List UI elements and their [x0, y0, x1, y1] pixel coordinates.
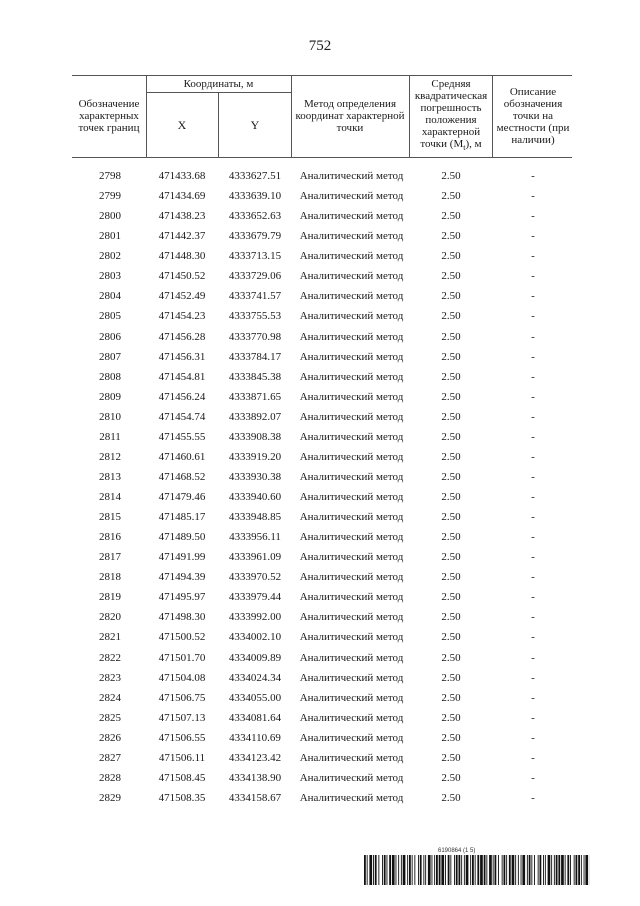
- description: -: [531, 430, 535, 443]
- method: Аналитический метод: [299, 470, 404, 483]
- error-value: 2.50: [441, 491, 461, 503]
- error-value: 2.50: [441, 511, 461, 524]
- table-row: [0, 228, 640, 248]
- error-value: 2.50: [441, 190, 461, 203]
- point-number: 2802: [99, 250, 121, 263]
- error-value: 2.50: [441, 651, 461, 664]
- point-number: 2811: [99, 430, 121, 443]
- coordinate-x: 471495.97: [158, 591, 206, 604]
- table-row: [0, 529, 640, 549]
- method: Аналитический метод: [299, 611, 404, 624]
- point-number: 2817: [99, 551, 121, 564]
- coordinate-y: 4334024.34: [228, 671, 282, 684]
- point-number: 2807: [99, 350, 121, 363]
- coordinate-y: 4333729.06: [228, 270, 282, 283]
- description: -: [531, 170, 535, 182]
- coordinate-y: 4333930.38: [228, 470, 282, 483]
- method: Аналитический метод: [299, 711, 404, 724]
- method: Аналитический метод: [299, 390, 404, 403]
- description: -: [531, 611, 535, 624]
- method: Аналитический метод: [299, 250, 404, 263]
- coordinate-x: 471442.37: [158, 230, 206, 243]
- coordinate-y: 4333961.09: [228, 551, 282, 564]
- description: -: [531, 511, 535, 524]
- point-number: 2809: [99, 390, 121, 403]
- coordinate-y: 4334081.64: [228, 711, 282, 724]
- header-description: Описание обозначения точки на местности (при наличии): [496, 86, 570, 146]
- point-number: 2823: [99, 671, 121, 684]
- point-number: 2824: [99, 691, 121, 704]
- header-top-border: [72, 75, 572, 76]
- description: -: [531, 671, 535, 684]
- table-row: [0, 429, 640, 449]
- description: -: [531, 230, 535, 243]
- coordinate-y: 4333639.10: [228, 190, 282, 203]
- description: -: [531, 270, 535, 283]
- table-row: [0, 629, 640, 649]
- description: -: [531, 210, 535, 223]
- table-row: [0, 549, 640, 569]
- header-bottom-border: [72, 157, 572, 158]
- coordinate-x: 471452.49: [158, 290, 206, 303]
- error-value: 2.50: [441, 330, 461, 343]
- error-value: 2.50: [441, 390, 461, 403]
- header-error-text: Средняя квадратическая погрешность положения характерной точки (M: [414, 78, 488, 150]
- description: -: [531, 310, 535, 323]
- coordinate-y: 4333908.38: [228, 430, 282, 443]
- header-error-unit: ), м: [465, 138, 482, 150]
- error-value: 2.50: [441, 671, 461, 684]
- header-coords-group: Координаты, м: [183, 78, 254, 90]
- coordinate-x: 471506.55: [158, 731, 206, 744]
- method: Аналитический метод: [299, 430, 404, 443]
- error-value: 2.50: [441, 410, 461, 423]
- error-value: 2.50: [441, 591, 461, 604]
- point-number: 2806: [99, 330, 121, 343]
- point-number: 2808: [99, 370, 121, 383]
- coordinate-x: 471498.30: [158, 611, 206, 624]
- description: -: [531, 531, 535, 544]
- description: -: [531, 771, 535, 784]
- method: Аналитический метод: [299, 270, 404, 283]
- point-number: 2805: [99, 310, 121, 323]
- description: -: [531, 731, 535, 744]
- error-value: 2.50: [441, 771, 461, 784]
- coordinate-x: 471460.61: [158, 450, 206, 463]
- coordinate-x: 471479.46: [158, 491, 206, 503]
- method: Аналитический метод: [299, 230, 404, 243]
- point-number: 2816: [99, 531, 121, 544]
- coordinate-x: 471434.69: [158, 190, 206, 203]
- table-row: [0, 489, 640, 509]
- point-number: 2818: [99, 571, 121, 584]
- method: Аналитический метод: [299, 350, 404, 363]
- table-row: [0, 770, 640, 790]
- barcode-icon: [364, 855, 590, 885]
- coordinate-y: 4334055.00: [228, 691, 282, 704]
- point-number: 2821: [99, 631, 121, 644]
- table-row: [0, 750, 640, 770]
- coordinate-y: 4334110.69: [229, 731, 281, 744]
- table-row: [0, 569, 640, 589]
- method: Аналитический метод: [299, 170, 404, 182]
- description: -: [531, 250, 535, 263]
- table-row: [0, 308, 640, 328]
- coordinate-x: 471485.17: [158, 511, 206, 524]
- point-number: 2825: [99, 711, 121, 724]
- method: Аналитический метод: [299, 190, 404, 203]
- description: -: [531, 591, 535, 604]
- coordinate-y: 4334158.67: [228, 791, 282, 804]
- description: -: [531, 791, 535, 804]
- coordinate-x: 471500.52: [158, 631, 206, 644]
- error-value: 2.50: [441, 430, 461, 443]
- error-value: 2.50: [441, 270, 461, 283]
- table-row: [0, 288, 640, 308]
- coordinate-x: 471433.68: [158, 170, 206, 182]
- description: -: [531, 450, 535, 463]
- coordinate-y: 4334138.90: [228, 771, 282, 784]
- table-row: [0, 469, 640, 489]
- coordinate-x: 471438.23: [158, 210, 206, 223]
- description: -: [531, 631, 535, 644]
- method: Аналитический метод: [299, 290, 404, 303]
- description: -: [531, 390, 535, 403]
- method: Аналитический метод: [299, 731, 404, 744]
- barcode-label: 6190864 (1 5): [438, 848, 476, 854]
- coordinate-y: 4333892.07: [228, 410, 282, 423]
- table-row: [0, 268, 640, 288]
- table-row: [0, 589, 640, 609]
- point-number: 2822: [99, 651, 121, 664]
- table-row: [0, 609, 640, 629]
- header-designation: Обозначение характерных точек границ: [78, 98, 140, 134]
- point-number: 2799: [99, 190, 121, 203]
- table-row: [0, 790, 640, 810]
- method: Аналитический метод: [299, 210, 404, 223]
- description: -: [531, 491, 535, 503]
- point-number: 2810: [99, 410, 121, 423]
- point-number: 2828: [99, 771, 121, 784]
- table-row: [0, 409, 640, 429]
- error-value: 2.50: [441, 791, 461, 804]
- table-row: [0, 208, 640, 228]
- coordinate-x: 471508.35: [158, 791, 206, 804]
- description: -: [531, 711, 535, 724]
- table-row: [0, 710, 640, 730]
- coordinate-y: 4333940.60: [228, 491, 282, 503]
- method: Аналитический метод: [299, 450, 404, 463]
- point-number: 2804: [99, 290, 121, 303]
- coordinate-x: 471454.81: [158, 370, 206, 383]
- method: Аналитический метод: [299, 691, 404, 704]
- error-value: 2.50: [441, 350, 461, 363]
- method: Аналитический метод: [299, 631, 404, 644]
- table-row: [0, 670, 640, 690]
- method: Аналитический метод: [299, 671, 404, 684]
- coordinate-y: 4334009.89: [228, 651, 282, 664]
- coordinate-y: 4333919.20: [228, 450, 282, 463]
- header-divider: [291, 75, 292, 157]
- method: Аналитический метод: [299, 370, 404, 383]
- method: Аналитический метод: [299, 591, 404, 604]
- coordinate-y: 4333713.15: [228, 250, 282, 263]
- error-value: 2.50: [441, 531, 461, 544]
- error-value: 2.50: [441, 370, 461, 383]
- point-number: 2803: [99, 270, 121, 283]
- table-row: [0, 349, 640, 369]
- description: -: [531, 470, 535, 483]
- description: -: [531, 651, 535, 664]
- point-number: 2814: [99, 491, 121, 503]
- coordinate-y: 4333627.51: [228, 170, 282, 182]
- header-error: [410, 78, 492, 154]
- point-number: 2826: [99, 731, 121, 744]
- error-value: 2.50: [441, 210, 461, 223]
- description: -: [531, 370, 535, 383]
- description: -: [531, 410, 535, 423]
- error-value: 2.50: [441, 731, 461, 744]
- coordinate-y: 4333652.63: [228, 210, 282, 223]
- method: Аналитический метод: [299, 651, 404, 664]
- point-number: 2819: [99, 591, 121, 604]
- error-value: 2.50: [441, 691, 461, 704]
- table-row: [0, 248, 640, 268]
- table-row: [0, 509, 640, 529]
- coordinate-y: 4333770.98: [228, 330, 282, 343]
- page-number: 752: [308, 38, 332, 54]
- coordinates-table-body: [0, 168, 640, 810]
- coordinate-x: 471456.28: [158, 330, 206, 343]
- description: -: [531, 350, 535, 363]
- error-value: 2.50: [441, 611, 461, 624]
- error-value: 2.50: [441, 751, 461, 764]
- description: -: [531, 551, 535, 564]
- method: Аналитический метод: [299, 571, 404, 584]
- coordinate-y: 4333948.85: [228, 511, 282, 524]
- description: -: [531, 190, 535, 203]
- error-value: 2.50: [441, 551, 461, 564]
- error-value: 2.50: [441, 310, 461, 323]
- coordinate-x: 471468.52: [158, 470, 206, 483]
- coordinate-x: 471455.55: [158, 430, 206, 443]
- coordinate-y: 4333992.00: [228, 611, 282, 624]
- point-number: 2820: [99, 611, 121, 624]
- coordinate-x: 471506.11: [158, 751, 206, 764]
- point-number: 2812: [99, 450, 121, 463]
- coordinate-y: 4333970.52: [228, 571, 282, 584]
- method: Аналитический метод: [299, 511, 404, 524]
- coordinate-y: 4333956.11: [229, 531, 281, 544]
- coordinate-x: 471454.23: [158, 310, 206, 323]
- header-x: X: [177, 118, 187, 132]
- coordinate-y: 4333755.53: [228, 310, 282, 323]
- description: -: [531, 571, 535, 584]
- table-row: [0, 329, 640, 349]
- coordinate-x: 471454.74: [158, 410, 206, 423]
- description: -: [531, 330, 535, 343]
- coordinate-x: 471501.70: [158, 651, 206, 664]
- point-number: 2798: [99, 170, 121, 182]
- coordinate-x: 471456.31: [158, 350, 206, 363]
- method: Аналитический метод: [299, 771, 404, 784]
- error-value: 2.50: [441, 571, 461, 584]
- coordinate-y: 4333741.57: [228, 290, 282, 303]
- coordinate-x: 471506.75: [158, 691, 206, 704]
- error-value: 2.50: [441, 631, 461, 644]
- point-number: 2801: [99, 230, 121, 243]
- error-value: 2.50: [441, 230, 461, 243]
- table-row: [0, 730, 640, 750]
- error-value: 2.50: [441, 450, 461, 463]
- table-row: [0, 389, 640, 409]
- method: Аналитический метод: [299, 310, 404, 323]
- description: -: [531, 290, 535, 303]
- coordinate-x: 471491.99: [158, 551, 206, 564]
- coordinate-x: 471450.52: [158, 270, 206, 283]
- table-row: [0, 188, 640, 208]
- table-row: [0, 369, 640, 389]
- header-error-subscript: t: [463, 143, 466, 153]
- coordinate-y: 4334123.42: [228, 751, 282, 764]
- coordinate-x: 471508.45: [158, 771, 206, 784]
- header-y: Y: [250, 118, 260, 132]
- method: Аналитический метод: [299, 751, 404, 764]
- point-number: 2813: [99, 470, 121, 483]
- method: Аналитический метод: [299, 551, 404, 564]
- coordinate-x: 471507.13: [158, 711, 206, 724]
- point-number: 2815: [99, 511, 121, 524]
- error-value: 2.50: [441, 711, 461, 724]
- coordinate-x: 471494.39: [158, 571, 206, 584]
- coordinate-y: 4333845.38: [228, 370, 282, 383]
- description: -: [531, 691, 535, 704]
- method: Аналитический метод: [299, 531, 404, 544]
- table-row: [0, 650, 640, 670]
- coordinate-x: 471489.50: [158, 531, 206, 544]
- method: Аналитический метод: [299, 330, 404, 343]
- point-number: 2829: [99, 791, 121, 804]
- table-row: [0, 168, 640, 188]
- error-value: 2.50: [441, 250, 461, 263]
- error-value: 2.50: [441, 470, 461, 483]
- point-number: 2827: [99, 751, 121, 764]
- header-method: Метод определения координат характерной точки: [295, 98, 405, 134]
- method: Аналитический метод: [299, 491, 404, 503]
- table-row: [0, 690, 640, 710]
- coordinate-y: 4333871.65: [228, 390, 282, 403]
- coordinate-y: 4333784.17: [228, 350, 282, 363]
- coordinate-x: 471456.24: [158, 390, 206, 403]
- method: Аналитический метод: [299, 410, 404, 423]
- coordinate-y: 4333679.79: [228, 230, 282, 243]
- header-divider: [492, 75, 493, 157]
- description: -: [531, 751, 535, 764]
- table-row: [0, 449, 640, 469]
- coordinate-y: 4333979.44: [228, 591, 282, 604]
- coordinate-x: 471504.08: [158, 671, 206, 684]
- method: Аналитический метод: [299, 791, 404, 804]
- coordinate-y: 4334002.10: [228, 631, 282, 644]
- coordinate-x: 471448.30: [158, 250, 206, 263]
- point-number: 2800: [99, 210, 121, 223]
- error-value: 2.50: [441, 170, 461, 182]
- error-value: 2.50: [441, 290, 461, 303]
